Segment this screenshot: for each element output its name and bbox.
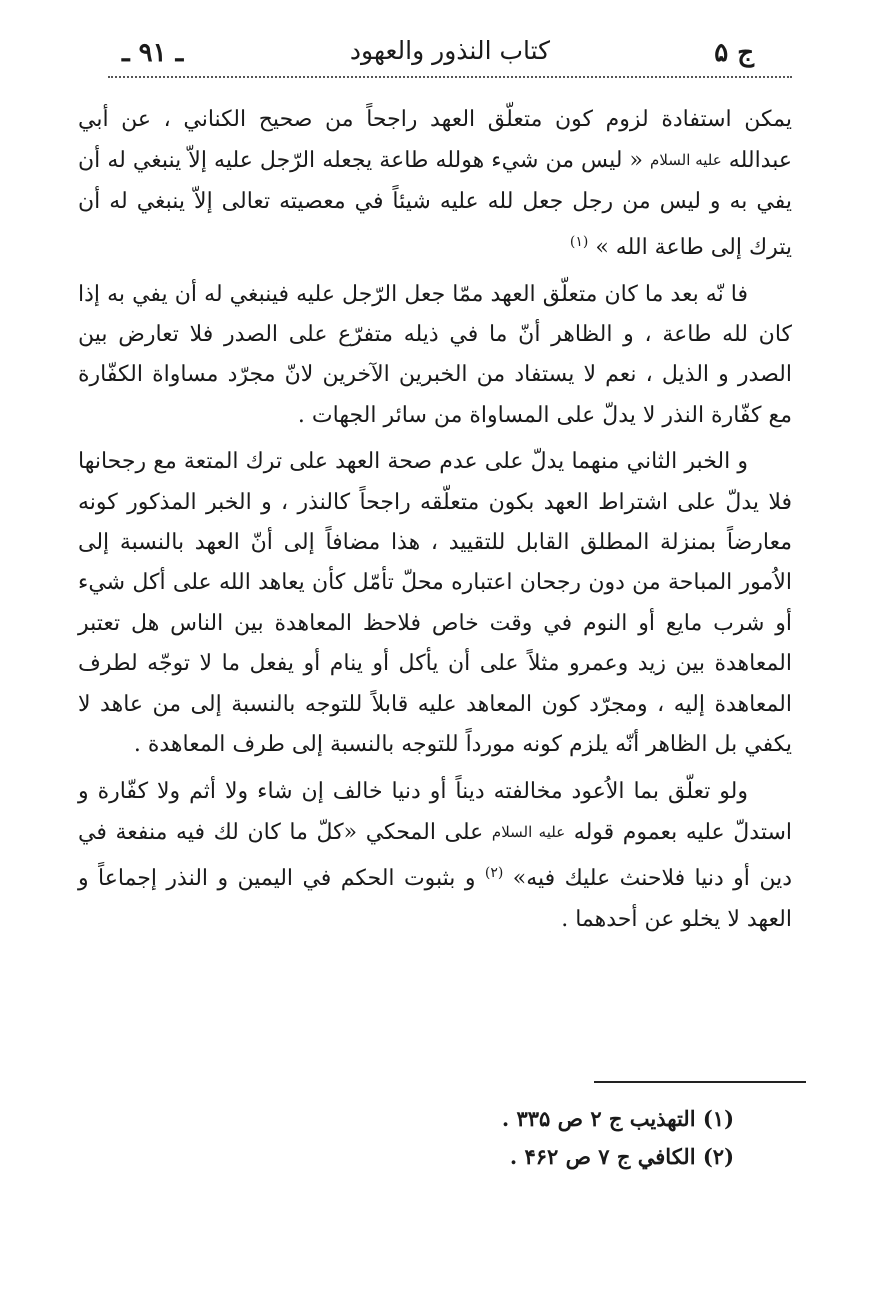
volume-label: ج ۵	[714, 38, 754, 68]
footnote-1: (۱) التهذیب ج ۲ ص ۳۳۵ .	[501, 1106, 734, 1131]
paragraph-1-text-end: « لیس من شيء هولله طاعة یجعله الرّجل علیه إلاّ ینبغي له أن یفي به و لیس من رجل جعل لله علیه شیئاً في معصیته تعالی إلاّ ینبغي له أن یترك إلی طاعة الله »	[78, 148, 792, 261]
header-divider	[108, 76, 792, 78]
honorific-symbol: عليه السلام	[491, 822, 566, 841]
footnotes	[502, 1100, 734, 1176]
footnote-ref-1: (۱)	[569, 234, 589, 251]
page-number: ـ ۹۱ ـ	[122, 38, 184, 68]
paragraph-1	[78, 100, 792, 269]
footnote-divider	[594, 1081, 806, 1083]
page-header	[108, 30, 792, 78]
paragraph-4	[78, 772, 792, 941]
body-text	[78, 100, 792, 946]
footnote-ref-2: (۲)	[484, 865, 504, 882]
honorific-symbol: عليه السلام	[650, 151, 722, 170]
paragraph-3: و الخبر الثاني منهما یدلّ علی عدم صحة العهد علی ترك المتعة مع رجحانها فلا یدلّ علی اشتراط العهد بکون متعلّقه راجحاً کالنذر ، و الخبر المذکور کونه معارضاً بمنزلة المطلق القابل للتقیید ، هذا مضافاً إلی أنّ العهد بالنسبة إلی الاُمور المباحة من دون رجحان اعتباره محلّ تأمّل کأن یعاهد الله علی أکل شيء أو شرب مایع أو النوم في وقت خاص فلاحظ المعاهدة بین الناس هل تعتبر المعاهدة بین زید وعمرو مثلاً علی أن یأکل أو ینام أو یفعل ما لا توجّه لطرف المعاهدة إلیه ، ومجرّد کون المعاهد علیه قابلاً للتوجه بالنسبة إلی من عاهد لا یکفي بل الظاهر أنّه یلزم کونه مورداً للتوجه بالنسبة إلی طرف المعاهدة .	[78, 449, 792, 758]
paragraph-4-text-middle: علی المحکي «کلّ ما کان لك فیه منفعة في دین أو دنیا فلاحنث علیك فیه»	[78, 819, 792, 892]
paragraph-2: فا نّه بعد ما کان متعلّق العهد ممّا جعل الرّجل علیه فینبغي له أن یفي به إذا کان لله طاعة ، و الظاهر أنّ ما في ذیله متفرّع علی الصدر فلا تعارض بین الصدر و الذیل ، نعم لا یستفاد من الخبرین الآخرین لانّ مجرّد مساواة الکفّارة مع کفّارة النذر لا یدلّ علی المساواة من سائر الجهات .	[78, 281, 792, 428]
book-title: کتاب النذور والعهود	[349, 36, 551, 65]
footnote-2: (۲) الکافي ج ۷ ص ۴۶۲ .	[509, 1144, 734, 1169]
paragraph-1-text-start: یمکن استفادة لزوم کون متعلّق العهد راجحاً من صحیح الکناني ، عن أبي عبدالله	[78, 107, 792, 174]
paragraph-4-text-end: و بثبوت الحکم في الیمین و النذر إجماعاً و العهد لا یخلو عن أحدهما .	[78, 866, 792, 932]
paragraph-4-text-start: ولو تعلّق بما الاُعود مخالفته دیناً أو دنیا خالف إن شاء ولا أثم ولا کفّارة و استدلّ علیه بعموم قوله	[78, 778, 793, 845]
